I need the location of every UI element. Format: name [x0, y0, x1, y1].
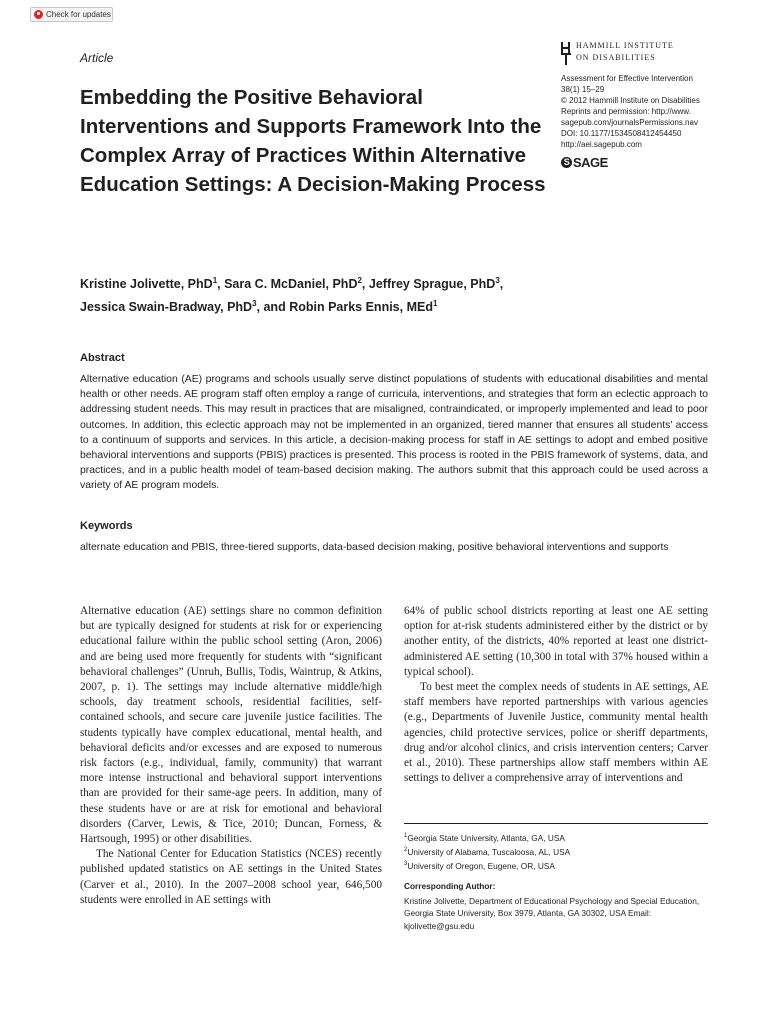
- journal-volume: 38(1) 15–29: [561, 85, 605, 94]
- author-affiliation-mark: 1: [432, 299, 438, 309]
- publisher-mark-icon: [560, 40, 574, 66]
- author-separator: ,: [499, 277, 504, 292]
- body-column-left: [80, 604, 382, 908]
- footnote-divider: [404, 823, 708, 824]
- sage-logo-text: SAGE: [573, 155, 608, 170]
- publisher-line: HAMMILL INSTITUTE: [576, 41, 674, 50]
- author-separator: ,: [217, 277, 225, 292]
- publisher-logo: [560, 40, 674, 68]
- body-paragraph: Alternative education (AE) settings share no common definition but are typically designed for students at risk for or experiencing educational failure within the public school setting (Aron, 2006) and are being used more frequently for students with “significant behavioral challenges” (Unruh, Bullis, Todis, Waintrup, & Atkins, 2007, p. 1). The settings may include alternative middle/high schools, day treatment schools, residential facilities, self-contained schools, and secure care juvenile justice facilities. The students typically have complex educational, mental health, and behavioral deficits and/or excesses and are exposed to numerous risk factors (e.g., individual, family, community) that warrant more intense instructional and behavioral support interventions than are provided for their same-age peers. In addition, many of these students have or are at risk for emotional and behavioral disorders (Carver, Lewis, & Tice, 2010; Duncan, Forness, & Hartsough, 1995) or other disabilities.: [80, 605, 382, 846]
- author-affiliation-mark: 2: [357, 276, 362, 285]
- journal-name: Assessment for Effective Intervention: [561, 74, 693, 83]
- author-list: [80, 271, 700, 317]
- copyright-line: © 2012 Hammill Institute on Disabilities: [561, 96, 700, 105]
- publisher-line: ON DISABILITIES: [576, 53, 656, 62]
- article-type-label: Article: [80, 51, 114, 65]
- permissions-link[interactable]: sagepub.com/journalsPermissions.nav: [561, 118, 698, 127]
- sage-logo: [561, 155, 608, 170]
- doi-line[interactable]: DOI: 10.1177/1534508412454450: [561, 129, 682, 138]
- corresponding-author-details: Kristine Jolivette, Department of Educational Psychology and Special Education, Georgia State University, Box 3979, Atlanta, GA 30302, USA Email: kjolivette@gsu.edu: [404, 896, 700, 931]
- affiliation-item: $^1$Georgia State University, Atlanta, GA, USA: [404, 832, 565, 843]
- author-separator: , and: [256, 300, 290, 315]
- sage-s-icon: S: [561, 157, 572, 168]
- author-affiliation-mark: 3: [495, 276, 500, 285]
- author-name: Robin Parks Ennis, MEd: [289, 300, 433, 315]
- author-name: Sara C. McDaniel, PhD: [224, 277, 358, 292]
- abstract-text: Alternative education (AE) programs and schools usually serve distinct populations of students with educational disabilities and mental health or other needs. AE program staff often employ a range of curricula, interventions, and strategies that form an eclectic approach to addressing student needs. This may result in practices that are misaligned, contraindicated, or improperly implemented and lead to poor outcomes. In addition, this eclectic approach may not be implemented in an organized, tiered manner that ensures all students’ access to a continuum of supports and services. In this article, a decision-making process for staff in AE settings to adopt and embed positive behavioral interventions and supports (PBIS) practices is presented. This process is rooted in the PBIS framework of systems, data, and practices, and in a public health model of team-based decision making. The authors submit that this approach could be used across a variety of AE program models.: [80, 374, 708, 492]
- body-paragraph: The National Center for Education Statistics (NCES) recently published updated statistics on AE settings in the United States (Carver et al., 2010). In the 2007–2008 school year, 646,500 students were enrolled in AE settings with: [80, 848, 382, 906]
- keywords-heading: Keywords: [80, 520, 133, 532]
- corresponding-author-heading: Corresponding Author:: [404, 881, 496, 891]
- author-separator: ,: [361, 277, 369, 292]
- journal-meta: [561, 73, 741, 150]
- body-paragraph: To best meet the complex needs of students in AE settings, AE staff members have reported partnerships with various agencies (e.g., Departments of Juvenile Justice, community mental health agencies, child protective services, police or sheriff departments, drug and/or alcohol clinics, and crisis intervention centers; Carver et al., 2010). These partnerships allow staff members within AE settings to deliver a comprehensive array of interventions and: [404, 681, 708, 785]
- article-title: Embedding the Positive Behavioral Interventions and Supports Framework Into the Complex Array of Practices Within Alternative Education Settings: A Decision-Making Process: [80, 86, 546, 196]
- keywords-text: alternate education and PBIS, three-tiered supports, data-based decision making, positive behavioral interventions and supports: [80, 542, 669, 553]
- affiliation-list: [404, 830, 708, 872]
- check-for-updates-badge[interactable]: [30, 7, 113, 22]
- author-name: Kristine Jolivette, PhD: [80, 277, 213, 292]
- author-affiliation-mark: 3: [252, 299, 257, 309]
- journal-url[interactable]: http://aei.sagepub.com: [561, 140, 642, 149]
- affiliation-item: $^2$University of Alabama, Tuscaloosa, AL, USA: [404, 846, 571, 857]
- author-name: Jeffrey Sprague, PhD: [368, 277, 496, 292]
- author-name: Jessica Swain-Bradway, PhD: [80, 300, 253, 315]
- check-for-updates-icon: [34, 10, 43, 19]
- author-affiliation-mark: 1: [212, 276, 218, 285]
- reprints-line[interactable]: Reprints and permission: http://www.: [561, 107, 691, 116]
- body-column-right: [404, 604, 708, 786]
- body-paragraph: 64% of public school districts reporting at least one AE setting option for at-risk students administered either by the district or by another entity, of the districts, 40% reported at least one district-administered AE setting (10,300 in total with 37% housed within a typical school).: [404, 605, 708, 678]
- check-for-updates-label: Check for updates: [46, 10, 111, 19]
- abstract-heading: Abstract: [80, 352, 125, 364]
- affiliation-item: $^3$University of Oregon, Eugene, OR, USA: [404, 860, 555, 871]
- publisher-name: [576, 40, 674, 64]
